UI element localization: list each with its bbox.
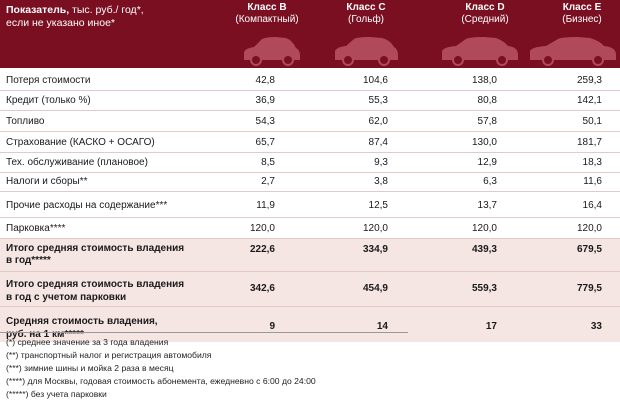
footnote: (*) среднее значение за 3 года владения: [6, 337, 169, 347]
table-header: [0, 0, 620, 68]
col-head-e: [522, 2, 620, 26]
row-label: Потеря стоимости: [6, 75, 91, 86]
cell-c: 62,0: [368, 116, 388, 127]
cell-b: 8,5: [261, 157, 275, 168]
cell-d: 80,8: [477, 95, 497, 106]
class-name: Класс B: [247, 2, 287, 13]
row-label-line1: Итого средняя стоимость владения: [6, 279, 185, 290]
cell-d: 130,0: [471, 137, 497, 148]
class-name: Класс C: [346, 2, 386, 13]
row-label-line2: руб. на 1 км*****: [6, 329, 84, 340]
cell-c: 334,9: [362, 244, 388, 255]
header-label-rest: тыс. руб./ год*,: [69, 4, 144, 16]
cell-c: 12,5: [368, 200, 388, 211]
cell-e: 779,5: [576, 283, 602, 294]
row-label: Топливо: [6, 116, 45, 127]
cell-e: 33: [590, 321, 602, 332]
table-row-total: [0, 239, 620, 272]
cell-b: 42,8: [255, 75, 275, 86]
footnote: (**) транспортный налог и регистрация автомобиля: [6, 350, 212, 360]
table-row-total-parking: [0, 272, 620, 307]
row-label: Кредит (только %): [6, 95, 91, 106]
cell-c: 454,9: [362, 283, 388, 294]
cell-c: 14: [376, 321, 388, 332]
cell-b: 342,6: [249, 283, 275, 294]
golf-car-icon: [332, 36, 400, 66]
business-car-icon: [528, 36, 618, 66]
row-label-line2: в год*****: [6, 255, 51, 266]
footnote: (*****) без учета парковки: [6, 389, 107, 399]
table-row: [0, 111, 620, 132]
cell-c: 55,3: [368, 95, 388, 106]
cell-d: 57,8: [477, 116, 497, 127]
row-label: [6, 278, 184, 304]
class-name: Класс E: [562, 2, 602, 13]
row-label: Налоги и сборы**: [6, 176, 88, 187]
cell-e: 181,7: [576, 137, 602, 148]
header-label: [6, 4, 144, 30]
table-row: [0, 69, 620, 91]
table-row: [0, 153, 620, 173]
class-sub: (Гольф): [347, 14, 385, 25]
cell-d: 6,3: [483, 176, 497, 187]
cell-d: 17: [485, 321, 497, 332]
row-label-line1: Итого средняя стоимость владения: [6, 243, 185, 254]
class-sub: (Компактный): [235, 14, 299, 25]
cell-c: 3,8: [374, 176, 388, 187]
cell-e: 142,1: [576, 95, 602, 106]
table-row: [0, 218, 620, 239]
table-row: [0, 91, 620, 111]
cell-e: 18,3: [582, 157, 602, 168]
hatchback-car-icon: [240, 36, 302, 66]
row-label: Парковка****: [6, 223, 66, 234]
cell-d: 120,0: [471, 223, 497, 234]
cell-d: 138,0: [471, 75, 497, 86]
footnote: (****) для Москвы, годовая стоимость абонемента, ежедневно с 6:00 до 24:00: [6, 376, 316, 386]
table-row: [0, 192, 620, 218]
col-head-c: [306, 2, 426, 26]
class-sub: (Бизнес): [562, 14, 602, 25]
cell-d: 439,3: [471, 244, 497, 255]
row-label: [6, 243, 184, 267]
footnote: (***) зимние шины и мойка 2 раза в месяц: [6, 363, 174, 373]
cell-d: 13,7: [477, 200, 497, 211]
cell-e: 16,4: [582, 200, 602, 211]
cost-table: [0, 69, 620, 342]
cell-c: 9,3: [374, 157, 388, 168]
cell-d: 12,9: [477, 157, 497, 168]
row-label: Страхование (КАСКО + ОСАГО): [6, 137, 155, 148]
row-label-line2: в год с учетом парковки: [6, 292, 127, 303]
cell-b: 9: [269, 321, 275, 332]
row-label-line1: Средняя стоимость владения,: [6, 316, 158, 327]
cell-e: 50,1: [582, 116, 602, 127]
header-label-bold: Показатель,: [6, 4, 70, 16]
class-name: Класс D: [465, 2, 505, 13]
cell-b: 65,7: [255, 137, 275, 148]
table-row: [0, 132, 620, 153]
cell-e: 259,3: [576, 75, 602, 86]
row-label: Тех. обслуживание (плановое): [6, 157, 148, 168]
cell-c: 87,4: [368, 137, 388, 148]
cell-e: 120,0: [576, 223, 602, 234]
cell-b: 222,6: [249, 244, 275, 255]
table-row: [0, 173, 620, 192]
cell-b: 2,7: [261, 176, 275, 187]
cell-b: 11,9: [256, 200, 275, 211]
cell-e: 11,6: [583, 176, 602, 187]
cell-b: 120,0: [249, 223, 275, 234]
class-sub: (Средний): [461, 14, 509, 25]
cell-c: 104,6: [362, 75, 388, 86]
header-label-line2: если не указано иное*: [6, 17, 115, 29]
cell-b: 54,3: [255, 116, 275, 127]
cell-b: 36,9: [255, 95, 275, 106]
cell-e: 679,5: [576, 244, 602, 255]
footnote-divider: [0, 332, 408, 333]
cell-d: 559,3: [471, 283, 497, 294]
row-label: Прочие расходы на содержание***: [6, 200, 168, 211]
cell-c: 120,0: [362, 223, 388, 234]
sedan-car-icon: [440, 36, 520, 66]
